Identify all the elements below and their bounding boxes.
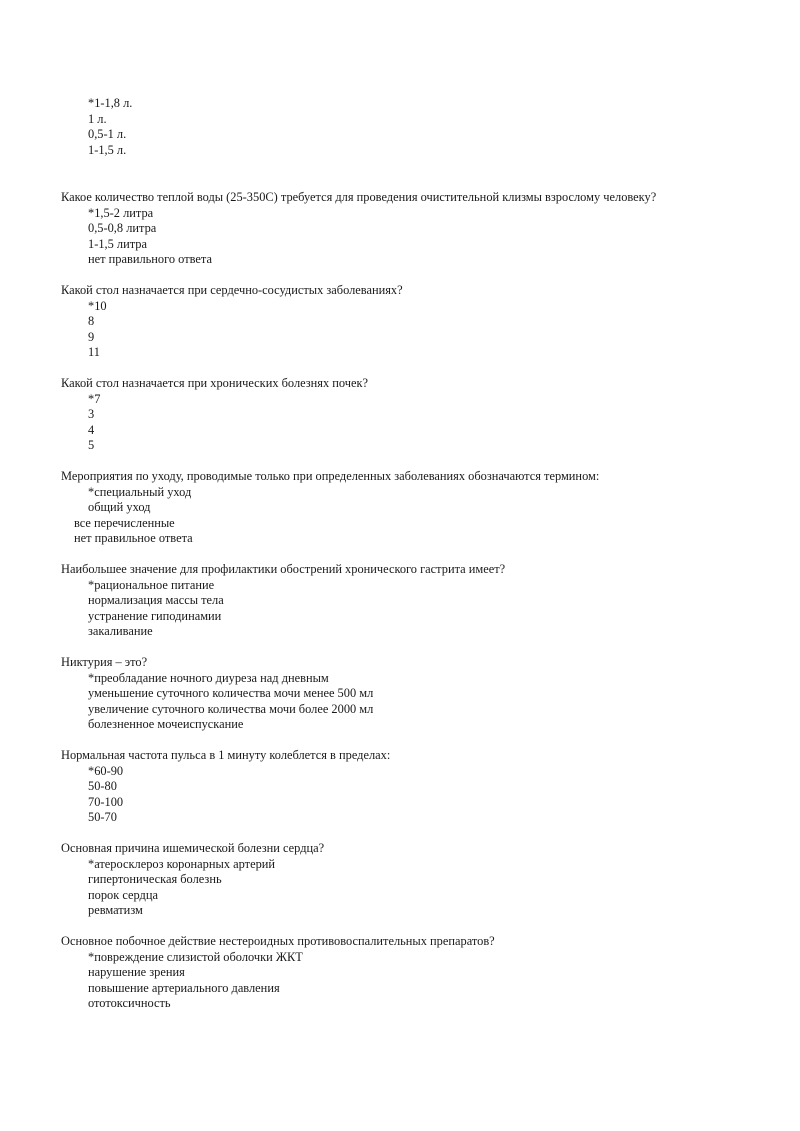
answer-option: 8 bbox=[88, 314, 95, 328]
answer-option: ототоксичность bbox=[88, 996, 171, 1010]
answer-option: нет правильное ответа bbox=[74, 531, 193, 545]
answer-option: 1 л. bbox=[88, 111, 107, 126]
answer-option: нет правильного ответа bbox=[88, 252, 212, 266]
answer-option: порок сердца bbox=[88, 887, 158, 902]
answer-option: *специальный уход bbox=[88, 484, 192, 499]
answer-option: *преобладание ночного диуреза над дневным bbox=[88, 670, 329, 685]
question-text: Никтурия – это? bbox=[61, 655, 148, 669]
answer-option: повышение артериального давления bbox=[88, 980, 280, 995]
question-text: Какой стол назначается при хронических болезнях почек? bbox=[61, 376, 369, 390]
question-block-9 bbox=[61, 934, 781, 1012]
answer-option: *1-1,8 л. bbox=[88, 96, 133, 110]
question-block-0 bbox=[61, 96, 781, 158]
answer-option: 70-100 bbox=[88, 794, 124, 809]
question-text: Нормальная частота пульса в 1 минуту колеблется в пределах: bbox=[61, 748, 391, 762]
answer-option: 9 bbox=[88, 329, 95, 344]
question-text: Какое количество теплой воды (25-350С) требуется для проведения очистительной клизмы взрослому человеку? bbox=[61, 190, 657, 204]
question-block-6 bbox=[61, 655, 781, 733]
question-block-5 bbox=[61, 562, 781, 640]
answer-option: болезненное мочеиспускание bbox=[88, 717, 244, 731]
question-block-4 bbox=[61, 469, 781, 547]
answer-option: нормализация массы тела bbox=[88, 593, 224, 607]
answer-option: 11 bbox=[88, 345, 100, 359]
answer-option: 4 bbox=[88, 422, 95, 437]
answer-option: гипертоническая болезнь bbox=[88, 872, 222, 886]
answer-option: *атеросклероз коронарных артерий bbox=[88, 856, 276, 871]
question-text: Мероприятия по уходу, проводимые только при определенных заболеваниях обозначаются термином: bbox=[61, 469, 600, 483]
answer-option: увеличение суточного количества мочи более 2000 мл bbox=[88, 701, 374, 716]
answer-option: 3 bbox=[88, 407, 95, 421]
question-text: Какой стол назначается при сердечно-сосудистых заболеваниях? bbox=[61, 283, 403, 297]
answer-option: *7 bbox=[88, 391, 101, 406]
answer-option: *1,5-2 литра bbox=[88, 205, 154, 220]
answer-option: 0,5-1 л. bbox=[88, 127, 127, 141]
question-block-3 bbox=[61, 376, 781, 454]
answer-option: *повреждение слизистой оболочки ЖКТ bbox=[88, 949, 303, 964]
answer-option: все перечисленные bbox=[74, 515, 175, 530]
answer-option: *10 bbox=[88, 298, 107, 313]
answer-option: 1-1,5 л. bbox=[88, 142, 127, 157]
question-block-1 bbox=[61, 190, 781, 268]
answer-option: 1-1,5 литра bbox=[88, 236, 147, 251]
answer-option: *рациональное питание bbox=[88, 577, 215, 592]
question-block-2 bbox=[61, 283, 781, 361]
question-text: Наибольшее значение для профилактики обострений хронического гастрита имеет? bbox=[61, 562, 506, 576]
question-text: Основная причина ишемической болезни сердца? bbox=[61, 841, 325, 855]
answer-option: 0,5-0,8 литра bbox=[88, 221, 157, 235]
answer-option: нарушение зрения bbox=[88, 965, 185, 979]
answer-option: ревматизм bbox=[88, 903, 143, 917]
answer-option: 50-80 bbox=[88, 779, 117, 793]
answer-option: закаливание bbox=[88, 624, 153, 638]
answer-option: уменьшение суточного количества мочи менее 500 мл bbox=[88, 686, 374, 700]
answer-option: 50-70 bbox=[88, 810, 117, 824]
answer-option: общий уход bbox=[88, 500, 151, 514]
question-block-8 bbox=[61, 841, 781, 919]
question-text: Основное побочное действие нестероидных противовоспалительных препаратов? bbox=[61, 934, 495, 948]
answer-option: *60-90 bbox=[88, 763, 124, 778]
question-block-7 bbox=[61, 748, 781, 826]
answer-option: 5 bbox=[88, 438, 95, 452]
answer-option: устранение гиподинамии bbox=[88, 608, 222, 623]
